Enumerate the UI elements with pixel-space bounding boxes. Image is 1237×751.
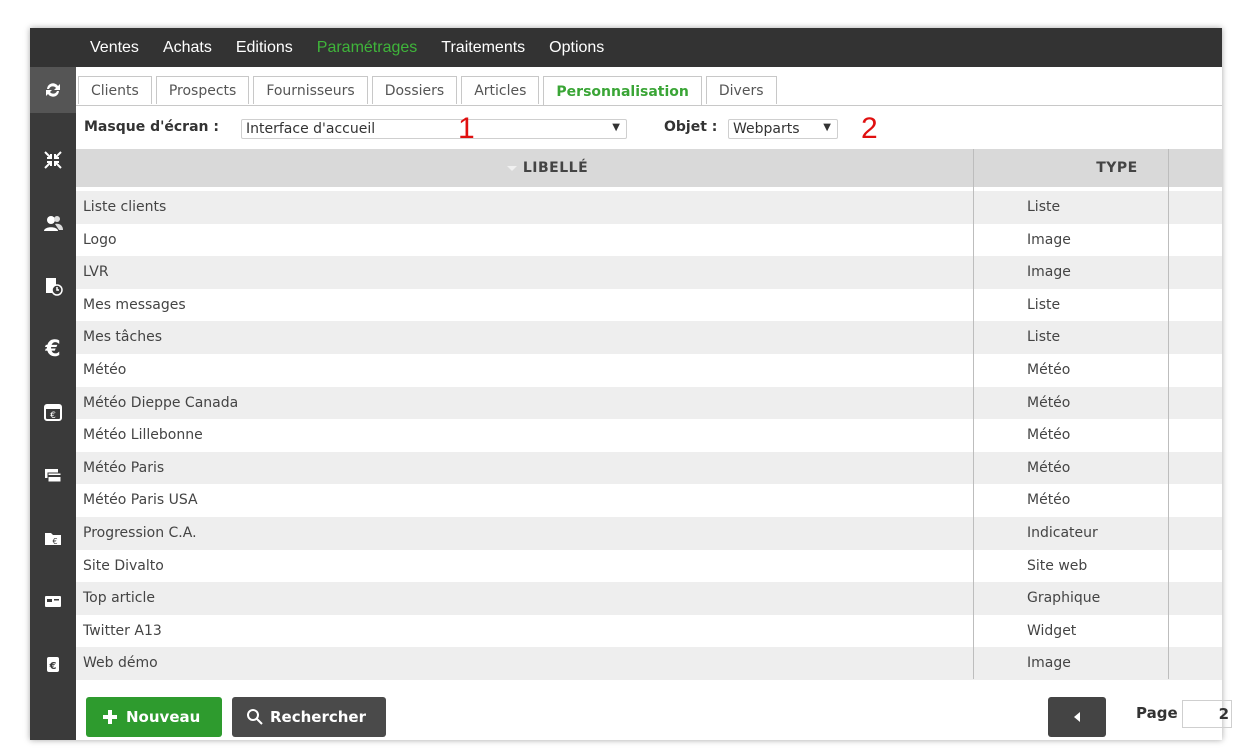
cell-type: Liste: [1027, 296, 1061, 313]
table-row[interactable]: [76, 517, 1222, 550]
cell-libelle: Top article: [83, 590, 155, 607]
cell-type: Météo: [1027, 394, 1071, 411]
table-body: [76, 191, 1222, 680]
cell-type: Image: [1027, 231, 1071, 248]
masque-select-value: Interface d'accueil: [246, 121, 376, 137]
table-row[interactable]: [76, 615, 1222, 648]
column-header-type[interactable]: TYPE: [1096, 160, 1138, 176]
chevron-left-icon: [1072, 711, 1082, 723]
tab-divers[interactable]: Divers: [706, 76, 777, 104]
cell-type: Météo: [1027, 492, 1071, 509]
search-button[interactable]: Rechercher: [232, 697, 386, 737]
table-row[interactable]: [76, 191, 1222, 224]
search-icon: [246, 708, 264, 726]
tab-personnalisation[interactable]: Personnalisation: [543, 76, 701, 106]
cell-type: Graphique: [1027, 590, 1101, 607]
svg-text:€: €: [52, 537, 58, 546]
menu-parametrages[interactable]: Paramétrages: [316, 38, 418, 56]
app-window: [30, 28, 1229, 740]
cell-libelle: Météo Lillebonne: [83, 427, 203, 444]
table-header: [76, 149, 1222, 187]
cell-type: Site web: [1027, 557, 1088, 574]
table-row[interactable]: [76, 550, 1222, 583]
table-row[interactable]: [76, 321, 1222, 354]
cell-libelle: Logo: [83, 231, 117, 248]
column-divider: [1168, 149, 1169, 679]
new-button[interactable]: Nouveau: [86, 697, 222, 737]
chevron-down-icon: ▼: [823, 122, 831, 133]
cell-type: Liste: [1027, 329, 1061, 346]
cell-type: Widget: [1027, 622, 1077, 639]
tab-clients[interactable]: Clients: [78, 76, 152, 104]
sidebar: [30, 67, 76, 740]
top-menu-bar: [30, 28, 1222, 67]
cell-type: Image: [1027, 655, 1071, 672]
column-header-libelle[interactable]: LIBELLÉ: [76, 149, 1019, 187]
cell-libelle: Progression C.A.: [83, 524, 197, 541]
cell-libelle: Météo Paris: [83, 459, 165, 476]
masque-select[interactable]: [241, 119, 627, 139]
table-row[interactable]: [76, 387, 1222, 420]
table-row[interactable]: [76, 484, 1222, 517]
cell-libelle: Météo Paris USA: [83, 492, 198, 509]
cell-libelle: Web démo: [83, 655, 158, 672]
users-icon[interactable]: [30, 200, 76, 246]
table-row[interactable]: [76, 289, 1222, 322]
tab-divider: [76, 105, 1222, 106]
tab-prospects[interactable]: Prospects: [156, 76, 249, 104]
table-row[interactable]: [76, 224, 1222, 257]
cell-libelle: Météo Dieppe Canada: [83, 394, 239, 411]
cell-libelle: Site Divalto: [83, 557, 164, 574]
table-row[interactable]: [76, 647, 1222, 680]
cell-libelle: Liste clients: [83, 199, 167, 215]
euro-note-icon[interactable]: [30, 641, 76, 687]
shrink-icon[interactable]: [30, 137, 76, 183]
chevron-down-icon: ▼: [612, 122, 620, 133]
cell-type: Météo: [1027, 459, 1071, 476]
menu-ventes[interactable]: Ventes: [90, 38, 139, 56]
annotation-1: 1: [458, 112, 475, 145]
sort-desc-icon: [507, 166, 517, 171]
objet-select-value: Webparts: [733, 121, 800, 137]
cell-type: Image: [1027, 264, 1071, 281]
tab-articles[interactable]: Articles: [461, 76, 539, 104]
column-divider: [973, 149, 974, 679]
page-label: Page: [1136, 704, 1178, 722]
calendar-euro-icon[interactable]: [30, 389, 76, 435]
svg-text:€: €: [50, 411, 56, 421]
sync-icon[interactable]: [30, 67, 76, 113]
cell-libelle: Météo: [83, 361, 127, 378]
previous-page-button[interactable]: [1048, 697, 1106, 737]
cell-type: Météo: [1027, 361, 1071, 378]
cards-icon[interactable]: [30, 452, 76, 498]
cell-type: Indicateur: [1027, 524, 1098, 541]
table-row[interactable]: [76, 354, 1222, 387]
menu-achats[interactable]: Achats: [162, 38, 212, 56]
cell-libelle: LVR: [83, 264, 109, 281]
objet-label: Objet :: [664, 119, 718, 135]
folder-euro-icon[interactable]: [30, 515, 76, 561]
document-clock-icon[interactable]: [30, 263, 76, 309]
svg-text:€: €: [49, 661, 57, 672]
masque-label: Masque d'écran :: [84, 119, 219, 135]
table-row[interactable]: [76, 256, 1222, 289]
tab-bar: [78, 76, 781, 106]
cell-libelle: Twitter A13: [83, 622, 162, 639]
menu-traitements[interactable]: Traitements: [441, 38, 526, 56]
cell-type: Liste: [1027, 199, 1061, 215]
euro-icon[interactable]: €: [45, 336, 61, 362]
tab-fournisseurs[interactable]: Fournisseurs: [253, 76, 367, 104]
table-row[interactable]: [76, 419, 1222, 452]
page-number-input[interactable]: 2: [1182, 700, 1232, 728]
menu-editions[interactable]: Editions: [235, 38, 293, 56]
plus-icon: [102, 709, 118, 725]
objet-select[interactable]: [728, 119, 838, 139]
tab-dossiers[interactable]: Dossiers: [372, 76, 458, 104]
menu-options[interactable]: Options: [549, 38, 605, 56]
cell-libelle: Mes messages: [83, 296, 186, 313]
card-reader-icon[interactable]: [30, 578, 76, 624]
table-row[interactable]: [76, 582, 1222, 615]
cell-libelle: Mes tâches: [83, 329, 162, 346]
table-row[interactable]: [76, 452, 1222, 485]
annotation-2: 2: [861, 112, 878, 145]
cell-type: Météo: [1027, 427, 1071, 444]
